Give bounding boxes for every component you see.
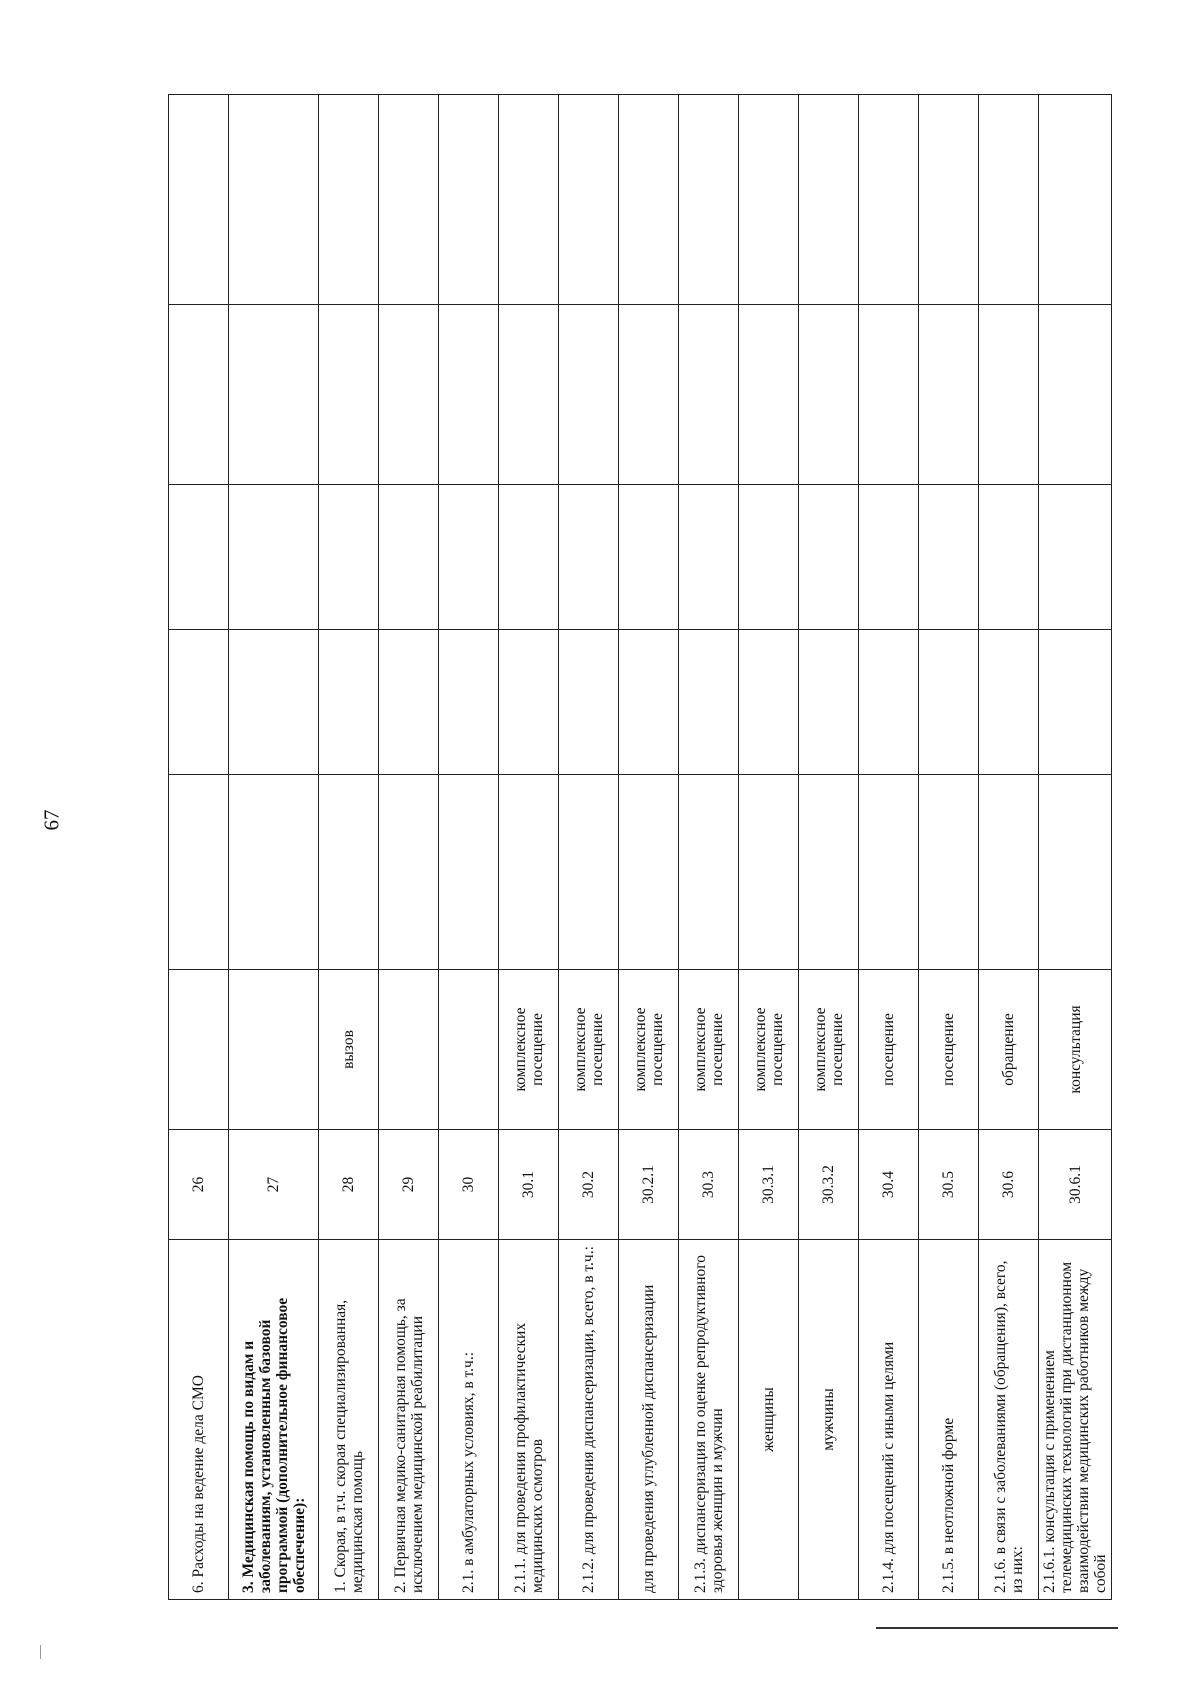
row-code: 30.4 xyxy=(859,1130,919,1240)
empty-value-cell xyxy=(1039,630,1112,775)
empty-value-cell xyxy=(619,305,679,485)
empty-value-cell xyxy=(919,305,979,485)
empty-value-cell xyxy=(739,630,799,775)
empty-value-cell xyxy=(559,305,619,485)
table-row xyxy=(799,95,859,1600)
empty-value-cell xyxy=(859,775,919,970)
empty-value-cell xyxy=(799,95,859,305)
empty-value-cell xyxy=(799,305,859,485)
table-row xyxy=(559,95,619,1600)
empty-value-cell xyxy=(919,485,979,630)
empty-value-cell xyxy=(439,305,499,485)
row-label: 1. Скорая, в т.ч. скорая специализированная, медицинская помощь xyxy=(319,1240,379,1600)
scan-edge-line xyxy=(876,1627,1118,1629)
empty-value-cell xyxy=(229,305,319,485)
row-code: 30 xyxy=(439,1130,499,1240)
row-unit: посещение xyxy=(919,970,979,1130)
empty-value-cell xyxy=(319,775,379,970)
table-row xyxy=(319,95,379,1600)
table-row xyxy=(379,95,439,1600)
empty-value-cell xyxy=(859,305,919,485)
empty-value-cell xyxy=(229,95,319,305)
table-row xyxy=(619,95,679,1600)
row-code: 30.3.1 xyxy=(739,1130,799,1240)
empty-value-cell xyxy=(619,485,679,630)
empty-value-cell xyxy=(919,775,979,970)
empty-value-cell xyxy=(229,485,319,630)
table-row xyxy=(439,95,499,1600)
row-code: 30.5 xyxy=(919,1130,979,1240)
row-label: 2.1.6. в связи с заболеваниями (обращения), всего, из них: xyxy=(979,1240,1039,1600)
row-unit xyxy=(379,970,439,1130)
row-label: 2.1.2. для проведения диспансеризации, всего, в т.ч.: xyxy=(559,1240,619,1600)
empty-value-cell xyxy=(169,485,229,630)
empty-value-cell xyxy=(739,95,799,305)
empty-value-cell xyxy=(799,485,859,630)
empty-value-cell xyxy=(319,95,379,305)
table-row xyxy=(739,95,799,1600)
empty-value-cell xyxy=(859,630,919,775)
empty-value-cell xyxy=(619,630,679,775)
row-code: 28 xyxy=(319,1130,379,1240)
empty-value-cell xyxy=(229,630,319,775)
row-code: 30.2.1 xyxy=(619,1130,679,1240)
empty-value-cell xyxy=(319,305,379,485)
empty-value-cell xyxy=(319,630,379,775)
table-body xyxy=(169,95,1112,1600)
empty-value-cell xyxy=(169,630,229,775)
row-label: 2.1.3. диспансеризация по оценке репродуктивного здоровья женщин и мужчин xyxy=(679,1240,739,1600)
rotated-table-container xyxy=(168,95,1109,1600)
empty-value-cell xyxy=(499,775,559,970)
empty-value-cell xyxy=(379,305,439,485)
empty-value-cell xyxy=(859,95,919,305)
row-code: 29 xyxy=(379,1130,439,1240)
row-label: для проведения углубленной диспансеризации xyxy=(619,1240,679,1600)
row-label: 3. Медицинская помощь по видам и заболеваниям, установленным базовой программой (дополнительное финансовое обеспечение): xyxy=(229,1240,319,1600)
row-unit: консультация xyxy=(1039,970,1112,1130)
row-code: 30.6 xyxy=(979,1130,1039,1240)
empty-value-cell xyxy=(559,485,619,630)
empty-value-cell xyxy=(499,305,559,485)
empty-value-cell xyxy=(169,775,229,970)
indicators-table xyxy=(168,94,1112,1600)
table-row xyxy=(979,95,1039,1600)
empty-value-cell xyxy=(619,95,679,305)
table-row xyxy=(169,95,229,1600)
row-code: 30.3 xyxy=(679,1130,739,1240)
empty-value-cell xyxy=(1039,95,1112,305)
empty-value-cell xyxy=(979,305,1039,485)
empty-value-cell xyxy=(559,95,619,305)
row-label: женщины xyxy=(739,1240,799,1600)
empty-value-cell xyxy=(559,775,619,970)
row-unit xyxy=(169,970,229,1130)
empty-value-cell xyxy=(559,630,619,775)
row-unit: комплексное посещение xyxy=(739,970,799,1130)
empty-value-cell xyxy=(379,95,439,305)
row-unit: комплексное посещение xyxy=(679,970,739,1130)
empty-value-cell xyxy=(499,630,559,775)
row-unit: комплексное посещение xyxy=(619,970,679,1130)
table-row xyxy=(679,95,739,1600)
empty-value-cell xyxy=(229,775,319,970)
empty-value-cell xyxy=(379,630,439,775)
empty-value-cell xyxy=(1039,775,1112,970)
row-unit: комплексное посещение xyxy=(559,970,619,1130)
row-unit: комплексное посещение xyxy=(799,970,859,1130)
table-row xyxy=(1039,95,1112,1600)
page-number: 67 xyxy=(39,809,64,831)
empty-value-cell xyxy=(739,485,799,630)
empty-value-cell xyxy=(919,95,979,305)
row-code: 30.2 xyxy=(559,1130,619,1240)
empty-value-cell xyxy=(439,95,499,305)
empty-value-cell xyxy=(439,485,499,630)
empty-value-cell xyxy=(979,95,1039,305)
empty-value-cell xyxy=(859,485,919,630)
empty-value-cell xyxy=(499,95,559,305)
empty-value-cell xyxy=(439,630,499,775)
empty-value-cell xyxy=(379,775,439,970)
row-unit xyxy=(229,970,319,1130)
table-row xyxy=(499,95,559,1600)
row-code: 30.3.2 xyxy=(799,1130,859,1240)
empty-value-cell xyxy=(799,630,859,775)
row-unit: посещение xyxy=(859,970,919,1130)
table-row xyxy=(229,95,319,1600)
empty-value-cell xyxy=(499,485,559,630)
row-code: 30.6.1 xyxy=(1039,1130,1112,1240)
row-code: 30.1 xyxy=(499,1130,559,1240)
row-code: 26 xyxy=(169,1130,229,1240)
empty-value-cell xyxy=(1039,485,1112,630)
empty-value-cell xyxy=(439,775,499,970)
row-label: мужчины xyxy=(799,1240,859,1600)
table-row xyxy=(919,95,979,1600)
empty-value-cell xyxy=(979,485,1039,630)
empty-value-cell xyxy=(169,95,229,305)
empty-value-cell xyxy=(619,775,679,970)
empty-value-cell xyxy=(679,95,739,305)
scan-mark xyxy=(40,1645,41,1659)
row-unit: комплексное посещение xyxy=(499,970,559,1130)
row-label: 2.1. в амбулаторных условиях, в т.ч.: xyxy=(439,1240,499,1600)
table-row xyxy=(859,95,919,1600)
empty-value-cell xyxy=(679,630,739,775)
empty-value-cell xyxy=(679,305,739,485)
row-label: 2.1.6.1. консультация с применением телемедицинских технологий при дистанционном взаимодействии медицинских работников между собой xyxy=(1039,1240,1112,1600)
empty-value-cell xyxy=(169,305,229,485)
empty-value-cell xyxy=(679,775,739,970)
empty-value-cell xyxy=(379,485,439,630)
empty-value-cell xyxy=(739,775,799,970)
row-label: 6. Расходы на ведение дела СМО xyxy=(169,1240,229,1600)
row-unit xyxy=(439,970,499,1130)
empty-value-cell xyxy=(319,485,379,630)
empty-value-cell xyxy=(799,775,859,970)
empty-value-cell xyxy=(739,305,799,485)
empty-value-cell xyxy=(679,485,739,630)
row-unit: вызов xyxy=(319,970,379,1130)
empty-value-cell xyxy=(979,775,1039,970)
row-code: 27 xyxy=(229,1130,319,1240)
row-label: 2.1.4. для посещений с иными целями xyxy=(859,1240,919,1600)
row-unit: обращение xyxy=(979,970,1039,1130)
empty-value-cell xyxy=(979,630,1039,775)
empty-value-cell xyxy=(1039,305,1112,485)
row-label: 2. Первичная медико-санитарная помощь, за исключением медицинской реабилитации xyxy=(379,1240,439,1600)
row-label: 2.1.5. в неотложной форме xyxy=(919,1240,979,1600)
row-label: 2.1.1. для проведения профилактических медицинских осмотров xyxy=(499,1240,559,1600)
empty-value-cell xyxy=(919,630,979,775)
